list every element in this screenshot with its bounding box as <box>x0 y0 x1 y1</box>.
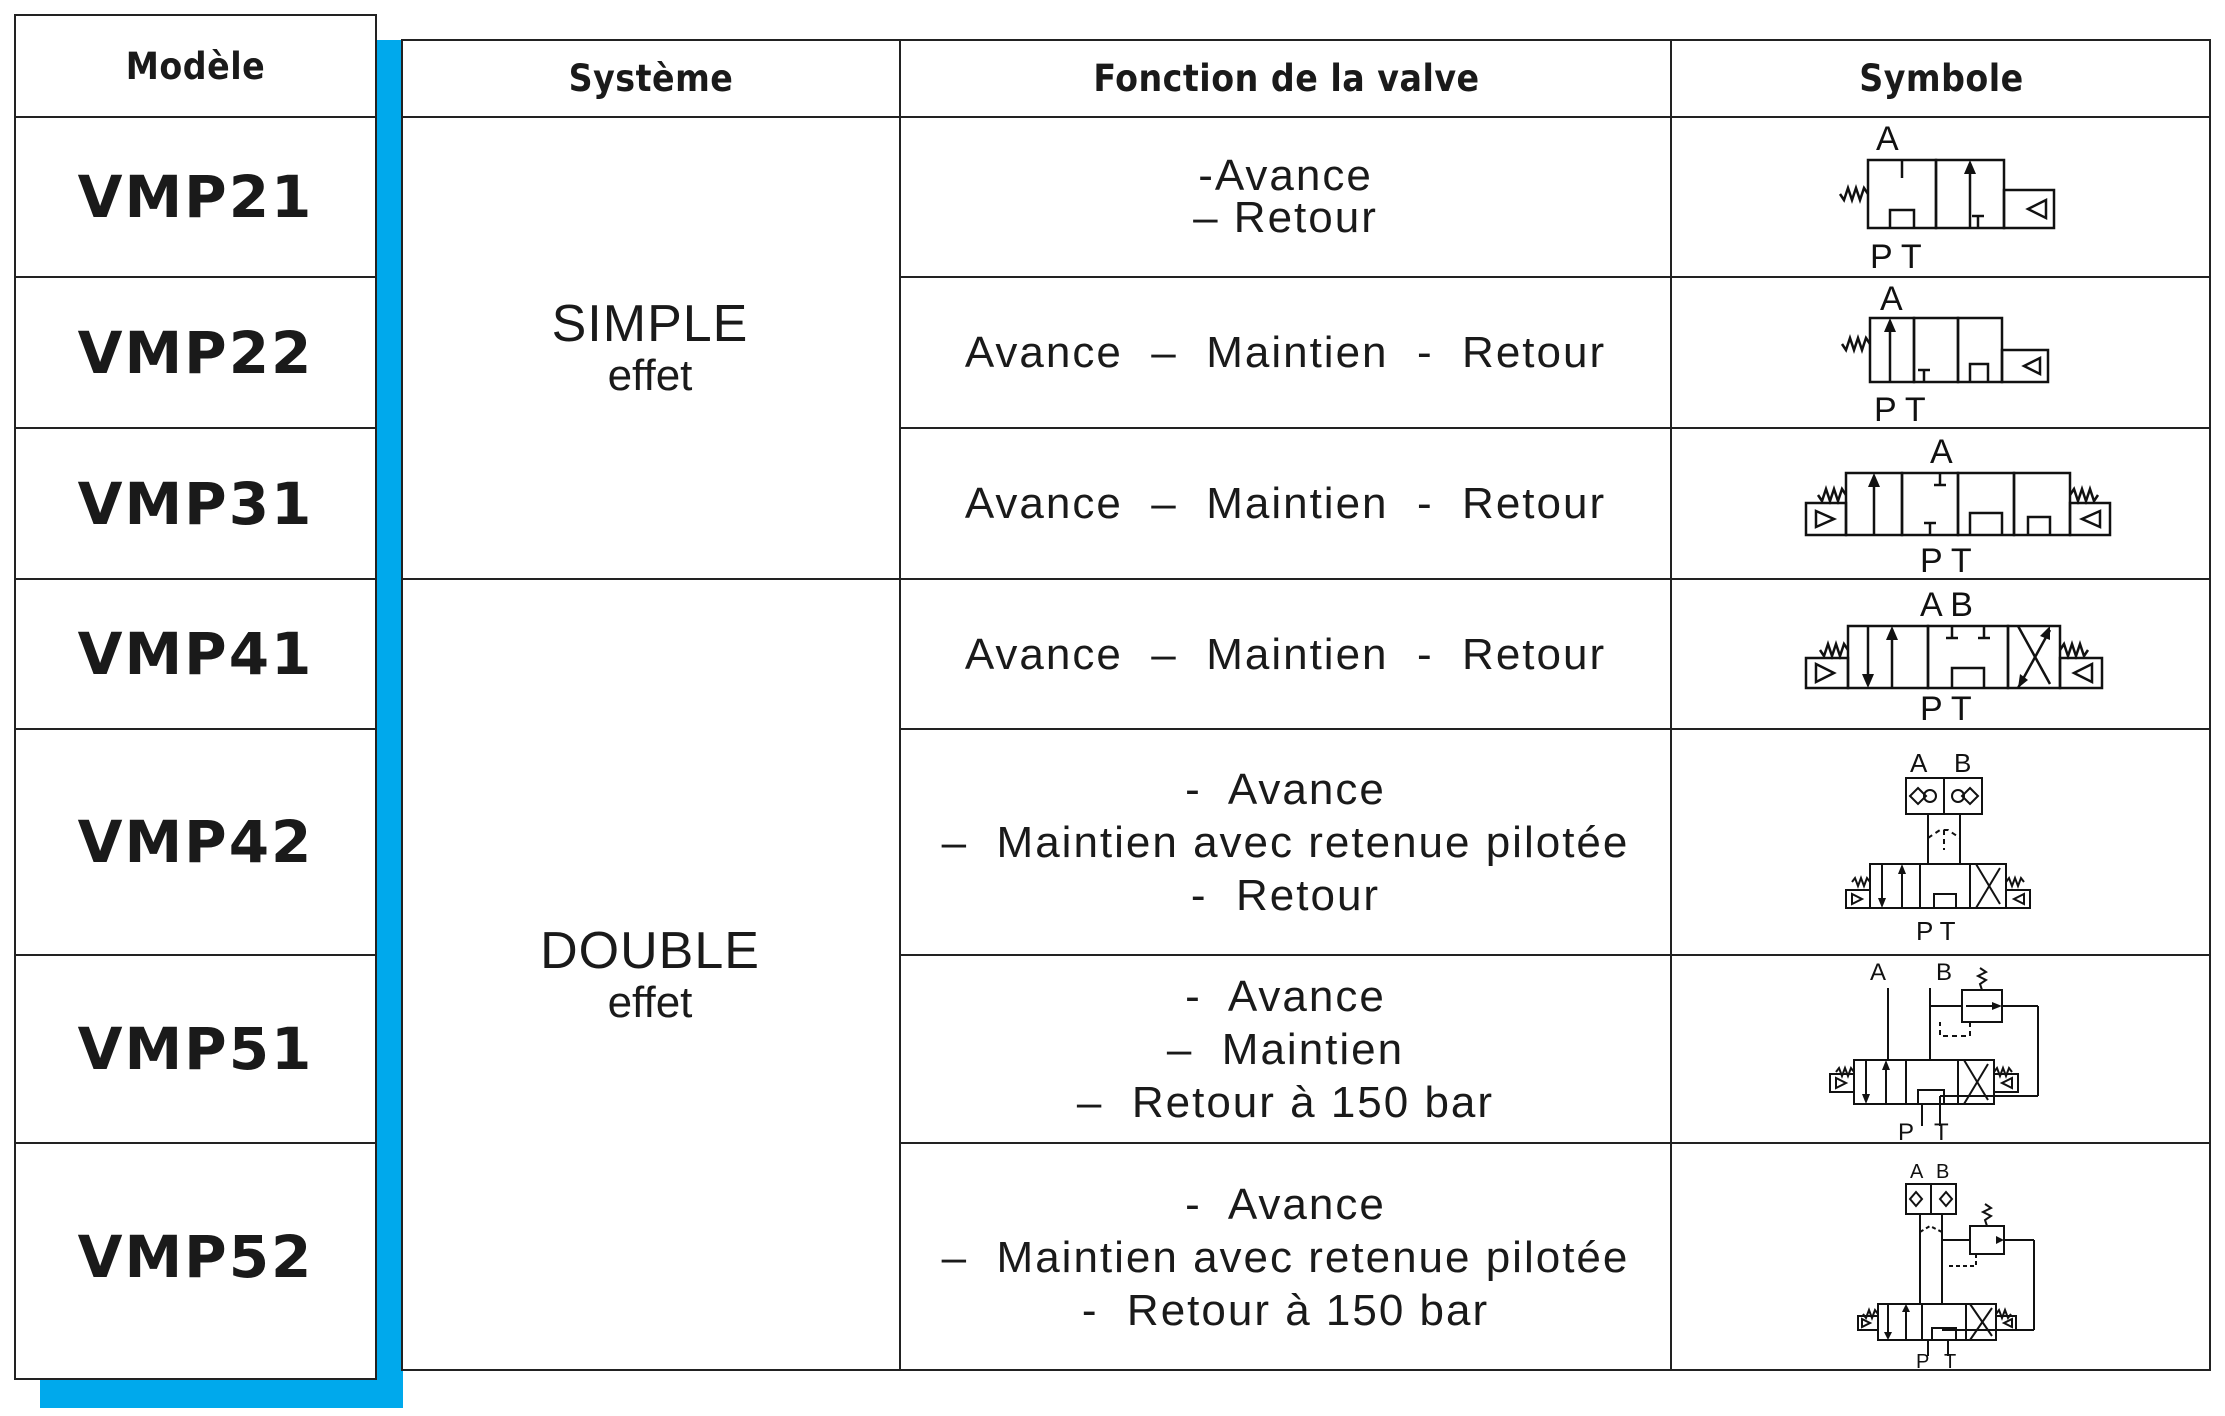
function-line: - Retour à 150 bar <box>1081 1285 1490 1335</box>
function-cell <box>901 278 1670 427</box>
column-divider <box>1670 39 1672 1371</box>
port-label-pt: P T <box>1916 916 1956 946</box>
valve-symbol-vmp31 <box>1790 429 2110 578</box>
function-line: - Avance <box>1185 1179 1386 1229</box>
function-line: - Avance <box>1185 971 1386 1021</box>
port-label-a: A <box>1880 280 1903 318</box>
header-system: Système <box>568 57 734 100</box>
function-line: – Maintien avec retenue pilotée <box>941 817 1630 867</box>
model-cell: VMP22 <box>77 318 314 387</box>
port-label-a: A <box>1876 120 1899 158</box>
function-line: Avance – Maintien - Retour <box>964 629 1607 679</box>
blue-accent-bottom <box>40 1378 403 1408</box>
function-line: – Maintien <box>1166 1024 1405 1074</box>
port-label-b: B <box>1936 1161 1950 1183</box>
valve-symbol-vmp42 <box>1830 730 2060 954</box>
port-label-a: A <box>1930 433 1953 471</box>
function-line: -Avance <box>1198 151 1373 200</box>
function-cell <box>901 956 1670 1142</box>
model-cell: VMP21 <box>77 163 314 231</box>
port-label-a: A <box>1910 1161 1924 1183</box>
port-label-b: B <box>1936 959 1953 986</box>
port-label-b: B <box>1954 748 1972 778</box>
function-line: - Avance <box>1185 764 1386 814</box>
port-label-ab: A B <box>1920 586 1973 624</box>
port-label-pt: P T <box>1920 542 1972 580</box>
valve-symbol-vmp21 <box>1820 118 2090 276</box>
function-line: Avance – Maintien - Retour <box>964 328 1607 377</box>
function-cell <box>901 429 1670 578</box>
port-label-pt: P T <box>1874 391 1926 429</box>
port-label-p: P <box>1898 1119 1915 1146</box>
function-line: – Maintien avec retenue pilotée <box>941 1232 1630 1282</box>
port-label-a: A <box>1870 959 1887 986</box>
port-label-a: A <box>1910 748 1928 778</box>
valve-symbol-vmp51 <box>1820 956 2060 1146</box>
header-symbol: Symbole <box>1859 57 2024 100</box>
valve-symbol-vmp52 <box>1830 1144 2060 1373</box>
header-model: Modèle <box>125 44 266 88</box>
header-function: Fonction de la valve <box>1093 57 1480 100</box>
function-cell <box>901 118 1670 276</box>
system-type: SIMPLE <box>551 295 749 353</box>
port-label-t: T <box>1944 1351 1957 1373</box>
function-cell <box>901 730 1670 954</box>
function-line: Avance – Maintien - Retour <box>964 479 1607 528</box>
port-label-pt: P T <box>1870 238 1922 276</box>
model-cell: VMP31 <box>77 469 314 538</box>
function-cell <box>901 1144 1670 1370</box>
model-cell: VMP51 <box>77 1015 314 1083</box>
port-label-pt: P T <box>1920 690 1972 728</box>
function-line: – Retour <box>1193 193 1378 242</box>
function-cell <box>901 580 1670 728</box>
port-label-p: P <box>1916 1351 1930 1373</box>
model-cell: VMP52 <box>77 1223 314 1291</box>
system-type: DOUBLE <box>540 922 760 980</box>
system-simple-cell <box>401 118 899 578</box>
valve-symbol-vmp22 <box>1820 278 2090 427</box>
system-effect: effet <box>607 978 693 1027</box>
blue-accent-bar <box>375 40 403 1408</box>
function-line: – Retour à 150 bar <box>1076 1077 1495 1127</box>
valve-symbol-vmp41 <box>1792 580 2112 728</box>
port-label-t: T <box>1934 1119 1949 1146</box>
system-double-cell <box>401 580 899 1370</box>
model-cell: VMP42 <box>77 808 314 876</box>
model-cell: VMP41 <box>77 620 314 688</box>
system-effect: effet <box>607 351 693 400</box>
function-line: - Retour <box>1190 870 1381 920</box>
